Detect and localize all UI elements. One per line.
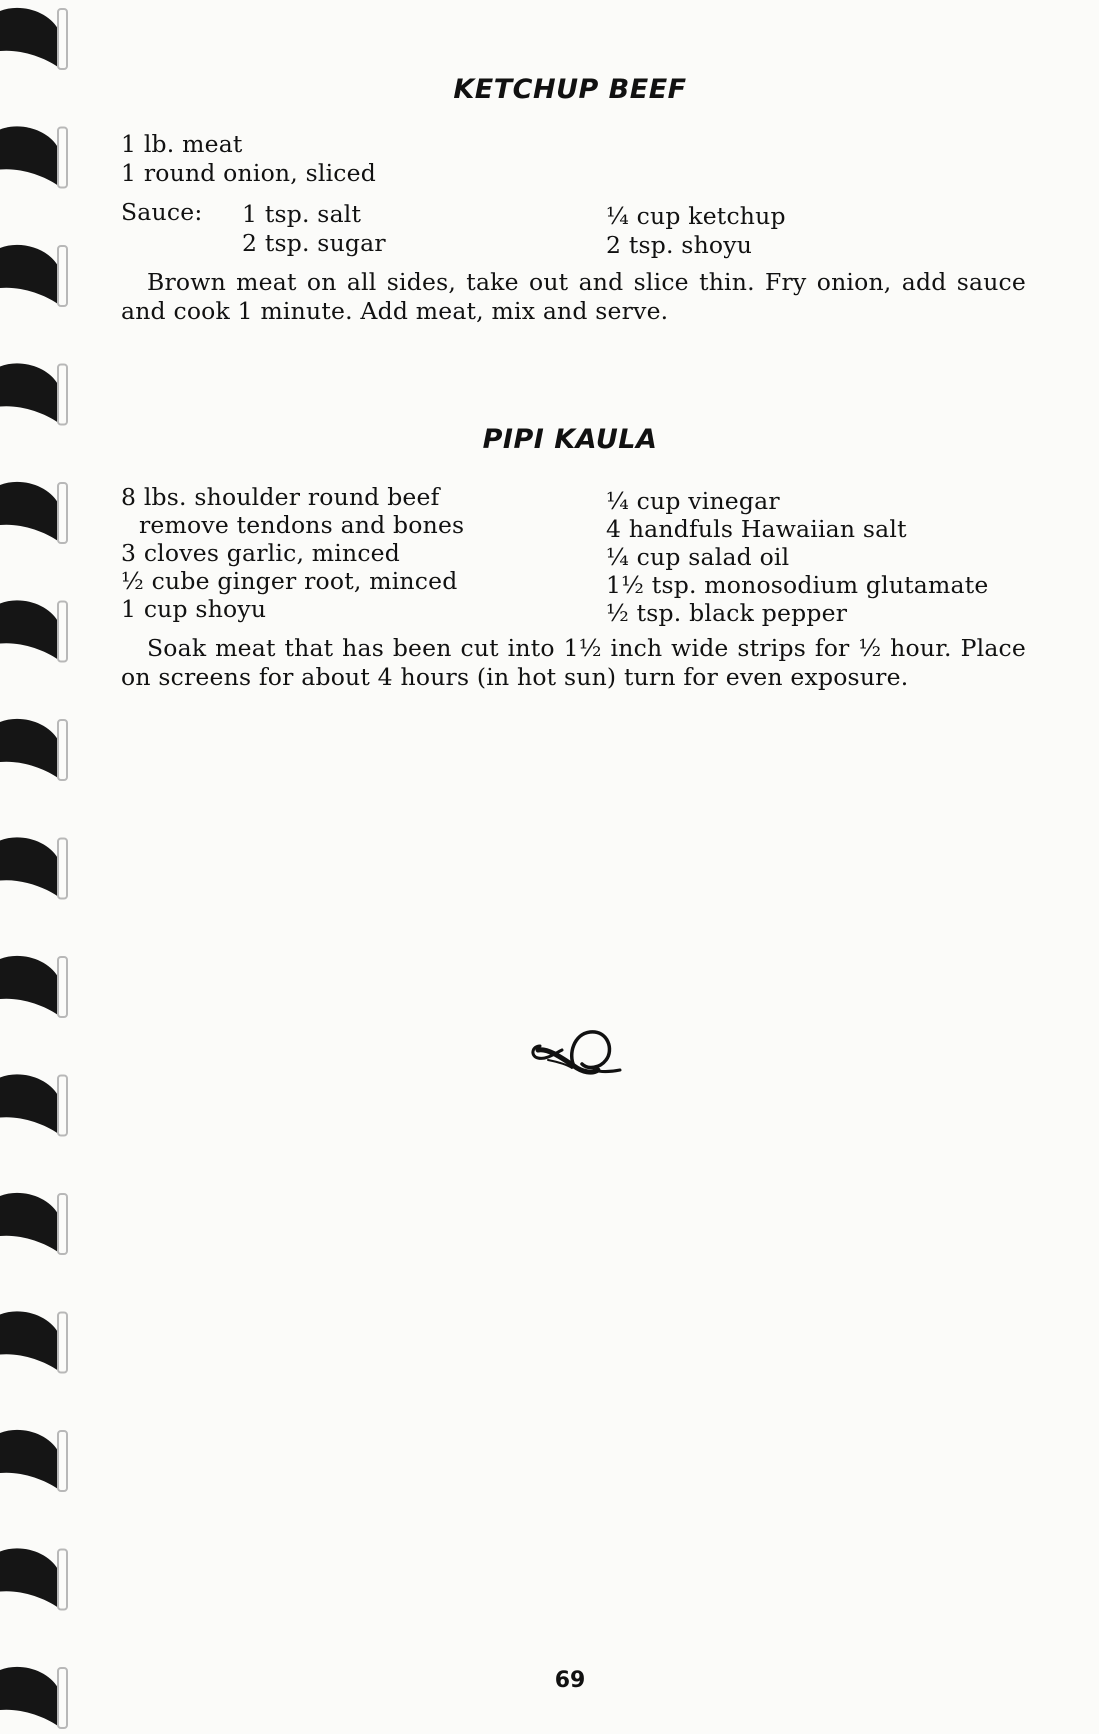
ingredient-line: 1 round onion, sliced xyxy=(121,159,377,187)
ingredient-line: 4 handfuls Hawaiian salt xyxy=(606,515,907,543)
ingredient-line: 8 lbs. shoulder round beef xyxy=(121,483,440,511)
sauce-label: Sauce: xyxy=(121,198,203,226)
sauce-ingredient-line: 2 tsp. sugar xyxy=(242,229,386,257)
recipe-title-pipi-kaula: PIPI KAULA xyxy=(482,424,658,455)
ingredient-line: ½ cube ginger root, minced xyxy=(121,567,458,595)
ingredient-line: remove tendons and bones xyxy=(139,511,465,539)
ingredient-line: 1 lb. meat xyxy=(121,130,243,158)
recipe-title-ketchup-beef: KETCHUP BEEF xyxy=(453,74,687,105)
recipe-instructions: Brown meat on all sides, take out and slice thin. Fry onion, add sauce and cook 1 minute. Add meat, mix and serve. xyxy=(121,268,1026,325)
ingredient-line: ¼ cup salad oil xyxy=(606,543,790,571)
ingredient-line: 1½ tsp. monosodium glutamate xyxy=(606,571,989,599)
page-number: 69 xyxy=(554,1668,586,1693)
sauce-ingredient-line: 2 tsp. shoyu xyxy=(606,231,753,259)
ingredient-line: ½ tsp. black pepper xyxy=(606,599,848,627)
recipe-instructions: Soak meat that has been cut into 1½ inch wide strips for ½ hour. Place on screens for about 4 hours (in hot sun) turn for even exposure. xyxy=(121,634,1026,691)
flourish-ornament-icon xyxy=(528,1020,622,1076)
sauce-ingredient-line: 1 tsp. salt xyxy=(242,200,362,228)
ingredient-line: 1 cup shoyu xyxy=(121,595,267,623)
ingredient-line: ¼ cup vinegar xyxy=(606,487,780,515)
sauce-ingredient-line: ¼ cup ketchup xyxy=(606,202,786,230)
ingredient-line: 3 cloves garlic, minced xyxy=(121,539,401,567)
